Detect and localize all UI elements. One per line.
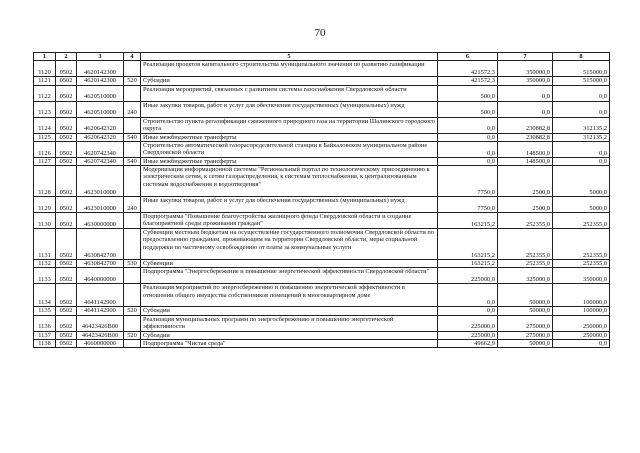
table-row xyxy=(34,268,610,284)
row-number-cell: 1132 xyxy=(34,260,56,268)
target-code-cell: 4630842700 xyxy=(77,260,124,268)
amount-col6-cell: 225000,0 xyxy=(438,268,498,284)
table-row xyxy=(34,85,610,101)
target-code-cell: 4641142900 xyxy=(77,284,124,307)
row-number-cell: 1134 xyxy=(34,284,56,307)
row-number-cell: 1125 xyxy=(34,133,56,141)
expense-type-cell: 540 xyxy=(124,157,141,165)
amount-col6-cell: 0,0 xyxy=(438,141,498,157)
item-name-cell: Реализация мероприятий, связанных с развитием системы газоснабжения Свердловской области xyxy=(141,85,438,101)
amount-col8-cell: 312135,2 xyxy=(553,133,610,141)
column-header: 8 xyxy=(553,53,610,61)
column-header: 7 xyxy=(498,53,553,61)
amount-col6-cell: 225000,0 xyxy=(438,315,498,331)
amount-col7-cell: 50000,0 xyxy=(498,340,553,348)
table-row xyxy=(34,166,610,197)
table-row xyxy=(34,284,610,307)
section-code-cell: 0502 xyxy=(56,117,77,133)
item-name-cell: Субсидии xyxy=(141,77,438,85)
table-row xyxy=(34,141,610,157)
table-row xyxy=(34,197,610,213)
expense-type-cell: 530 xyxy=(124,260,141,268)
target-code-cell: 4640000000 xyxy=(77,268,124,284)
section-code-cell: 0502 xyxy=(56,157,77,165)
target-code-cell: 4623010000 xyxy=(77,166,124,197)
amount-col7-cell: 230882,8 xyxy=(498,133,553,141)
target-code-cell: 4620142300 xyxy=(77,77,124,85)
target-code-cell: 4641142900 xyxy=(77,307,124,315)
target-code-cell: 4660000000 xyxy=(77,340,124,348)
amount-col6-cell: 0,0 xyxy=(438,133,498,141)
item-name-cell: Субсидии xyxy=(141,331,438,339)
target-code-cell: 4630842700 xyxy=(77,229,124,260)
amount-col7-cell: 230882,8 xyxy=(498,117,553,133)
item-name-cell: Субвенции xyxy=(141,260,438,268)
section-code-cell: 0502 xyxy=(56,331,77,339)
item-name-cell: Субвенции местным бюджетам на осуществление государственного полномочия Свердловской области по предоставлению гражданам, проживающим на территории Свердловской области, меры социальной поддержки по частичному освобождению от платы за коммунальные услуги xyxy=(141,229,438,260)
row-number-cell: 1128 xyxy=(34,166,56,197)
amount-col6-cell: 7750,0 xyxy=(438,197,498,213)
amount-col8-cell: 100000,0 xyxy=(553,284,610,307)
item-name-cell: Реализация проектов капитального строительства муниципального значения по развитию газификации xyxy=(141,61,438,77)
table-row xyxy=(34,101,610,117)
item-name-cell: Строительство пункта регазификации сжиженного природного газа на территории Шалинского городского округа xyxy=(141,117,438,133)
amount-col6-cell: 49662,9 xyxy=(438,340,498,348)
expense-type-cell: 240 xyxy=(124,101,141,117)
section-code-cell: 0502 xyxy=(56,260,77,268)
target-code-cell: 4620642320 xyxy=(77,117,124,133)
section-code-cell: 0502 xyxy=(56,166,77,197)
row-number-cell: 1133 xyxy=(34,268,56,284)
expense-type-cell xyxy=(124,340,141,348)
section-code-cell: 0502 xyxy=(56,315,77,331)
target-code-cell: 46423426В00 xyxy=(77,331,124,339)
row-number-cell: 1120 xyxy=(34,61,56,77)
table-row xyxy=(34,260,610,268)
item-name-cell: Подпрограмма "Энергосбережение и повышение энергетической эффективности Свердловской области" xyxy=(141,268,438,284)
expense-type-cell xyxy=(124,85,141,101)
row-number-cell: 1121 xyxy=(34,77,56,85)
amount-col8-cell: 350000,0 xyxy=(553,268,610,284)
amount-col7-cell: 350000,0 xyxy=(498,61,553,77)
row-number-cell: 1138 xyxy=(34,340,56,348)
expense-type-cell xyxy=(124,141,141,157)
amount-col6-cell: 163215,2 xyxy=(438,229,498,260)
item-name-cell: Строительство автоматической газораспределительной станции в Байкаловском муниципальном районе Свердловской области xyxy=(141,141,438,157)
amount-col7-cell: 275000,0 xyxy=(498,331,553,339)
amount-col7-cell: 0,0 xyxy=(498,101,553,117)
amount-col6-cell: 421572,3 xyxy=(438,77,498,85)
table-row xyxy=(34,77,610,85)
expense-type-cell xyxy=(124,166,141,197)
section-code-cell: 0502 xyxy=(56,101,77,117)
expense-type-cell: 240 xyxy=(124,197,141,213)
target-code-cell: 4620642320 xyxy=(77,133,124,141)
table-row xyxy=(34,117,610,133)
item-name-cell: Иные межбюджетные трансферты xyxy=(141,133,438,141)
amount-col7-cell: 2500,0 xyxy=(498,197,553,213)
row-number-cell: 1129 xyxy=(34,197,56,213)
expense-type-cell: 520 xyxy=(124,307,141,315)
target-code-cell: 4630000000 xyxy=(77,213,124,229)
row-number-cell: 1130 xyxy=(34,213,56,229)
amount-col7-cell: 0,0 xyxy=(498,85,553,101)
amount-col6-cell: 225000,0 xyxy=(438,331,498,339)
section-code-cell: 0502 xyxy=(56,85,77,101)
target-code-cell: 4620142300 xyxy=(77,61,124,77)
item-name-cell: Модернизация информационной системы "Региональный портал по технологическому присоединению к электрическим сетям, к сетям газораспределения, к системам теплоснабжения, к централизованным системам водоснабжения и водоотведения" xyxy=(141,166,438,197)
item-name-cell: Субсидии xyxy=(141,307,438,315)
amount-col7-cell: 325000,0 xyxy=(498,268,553,284)
section-code-cell: 0502 xyxy=(56,133,77,141)
section-code-cell: 0502 xyxy=(56,229,77,260)
table-body xyxy=(34,53,610,348)
section-code-cell: 0502 xyxy=(56,197,77,213)
row-number-cell: 1135 xyxy=(34,307,56,315)
section-code-cell: 0502 xyxy=(56,268,77,284)
amount-col7-cell: 148500,0 xyxy=(498,157,553,165)
target-code-cell: 4620510000 xyxy=(77,85,124,101)
item-name-cell: Иные закупки товаров, работ и услуг для обеспечения государственных (муниципальных) нужд xyxy=(141,197,438,213)
column-header: 3 xyxy=(77,53,124,61)
page-number: 70 xyxy=(314,27,326,39)
amount-col8-cell: 252355,0 xyxy=(553,213,610,229)
amount-col6-cell: 0,0 xyxy=(438,284,498,307)
section-code-cell: 0502 xyxy=(56,340,77,348)
section-code-cell: 0502 xyxy=(56,77,77,85)
target-code-cell: 4620510000 xyxy=(77,101,124,117)
target-code-cell: 4620742340 xyxy=(77,157,124,165)
expense-type-cell xyxy=(124,61,141,77)
budget-table xyxy=(33,52,610,348)
row-number-cell: 1122 xyxy=(34,85,56,101)
table-row xyxy=(34,229,610,260)
amount-col8-cell: 0,0 xyxy=(553,157,610,165)
amount-col8-cell: 252355,0 xyxy=(553,229,610,260)
item-name-cell: Реализация мероприятий по энергосбережению и повышению энергетической эффективности в отношении общего имущества собственников помещений в многоквартирном доме xyxy=(141,284,438,307)
section-code-cell: 0502 xyxy=(56,307,77,315)
amount-col8-cell: 515000,0 xyxy=(553,77,610,85)
amount-col8-cell: 0,0 xyxy=(553,101,610,117)
section-code-cell: 0502 xyxy=(56,61,77,77)
item-name-cell: Подпрограмма "Повышение благоустройства жилищного фонда Свердловской области и создание благоприятной среды проживания граждан" xyxy=(141,213,438,229)
amount-col7-cell: 252355,0 xyxy=(498,229,553,260)
amount-col8-cell: 312135,2 xyxy=(553,117,610,133)
amount-col7-cell: 148500,0 xyxy=(498,141,553,157)
amount-col6-cell: 163215,2 xyxy=(438,213,498,229)
column-header: 5 xyxy=(141,53,438,61)
amount-col6-cell: 500,0 xyxy=(438,85,498,101)
table-row xyxy=(34,331,610,339)
row-number-cell: 1131 xyxy=(34,229,56,260)
item-name-cell: Иные межбюджетные трансферты xyxy=(141,157,438,165)
item-name-cell: Реализация муниципальных программ по энергосбережению и повышению энергетической эффективности xyxy=(141,315,438,331)
column-header: 1 xyxy=(34,53,56,61)
row-number-cell: 1126 xyxy=(34,141,56,157)
amount-col7-cell: 350000,0 xyxy=(498,77,553,85)
column-header: 6 xyxy=(438,53,498,61)
expense-type-cell xyxy=(124,117,141,133)
column-header: 4 xyxy=(124,53,141,61)
amount-col8-cell: 0,0 xyxy=(553,141,610,157)
item-name-cell: Иные закупки товаров, работ и услуг для обеспечения государственных (муниципальных) нужд xyxy=(141,101,438,117)
expense-type-cell xyxy=(124,213,141,229)
amount-col6-cell: 0,0 xyxy=(438,117,498,133)
expense-type-cell xyxy=(124,315,141,331)
amount-col8-cell: 515000,0 xyxy=(553,61,610,77)
row-number-cell: 1123 xyxy=(34,101,56,117)
table-header-row xyxy=(34,53,610,61)
table-row xyxy=(34,61,610,77)
amount-col7-cell: 50000,0 xyxy=(498,307,553,315)
target-code-cell: 4623010000 xyxy=(77,197,124,213)
amount-col8-cell: 5000,0 xyxy=(553,166,610,197)
amount-col6-cell: 7750,0 xyxy=(438,166,498,197)
expense-type-cell xyxy=(124,268,141,284)
amount-col8-cell: 250000,0 xyxy=(553,315,610,331)
table-row xyxy=(34,213,610,229)
amount-col6-cell: 421572,3 xyxy=(438,61,498,77)
item-name-cell: Подпрограмма "Чистая среда" xyxy=(141,340,438,348)
amount-col6-cell: 163215,2 xyxy=(438,260,498,268)
section-code-cell: 0502 xyxy=(56,213,77,229)
table-row xyxy=(34,157,610,165)
expense-type-cell xyxy=(124,284,141,307)
column-header: 2 xyxy=(56,53,77,61)
amount-col7-cell: 2500,0 xyxy=(498,166,553,197)
amount-col6-cell: 0,0 xyxy=(438,307,498,315)
table-row xyxy=(34,133,610,141)
row-number-cell: 1137 xyxy=(34,331,56,339)
row-number-cell: 1136 xyxy=(34,315,56,331)
section-code-cell: 0502 xyxy=(56,141,77,157)
amount-col6-cell: 500,0 xyxy=(438,101,498,117)
amount-col8-cell: 250000,0 xyxy=(553,331,610,339)
row-number-cell: 1124 xyxy=(34,117,56,133)
amount-col8-cell: 100000,0 xyxy=(553,307,610,315)
table-row xyxy=(34,307,610,315)
expense-type-cell: 540 xyxy=(124,133,141,141)
target-code-cell: 4620742340 xyxy=(77,141,124,157)
table-row xyxy=(34,340,610,348)
amount-col8-cell: 5000,0 xyxy=(553,197,610,213)
amount-col8-cell: 0,0 xyxy=(553,340,610,348)
target-code-cell: 46423426В00 xyxy=(77,315,124,331)
table-row xyxy=(34,315,610,331)
amount-col8-cell: 252355,0 xyxy=(553,260,610,268)
row-number-cell: 1127 xyxy=(34,157,56,165)
section-code-cell: 0502 xyxy=(56,284,77,307)
amount-col7-cell: 252355,0 xyxy=(498,260,553,268)
amount-col8-cell: 0,0 xyxy=(553,85,610,101)
expense-type-cell: 520 xyxy=(124,77,141,85)
expense-type-cell: 520 xyxy=(124,331,141,339)
amount-col7-cell: 252355,0 xyxy=(498,213,553,229)
expense-type-cell xyxy=(124,229,141,260)
amount-col7-cell: 50000,0 xyxy=(498,284,553,307)
amount-col6-cell: 0,0 xyxy=(438,157,498,165)
amount-col7-cell: 275000,0 xyxy=(498,315,553,331)
